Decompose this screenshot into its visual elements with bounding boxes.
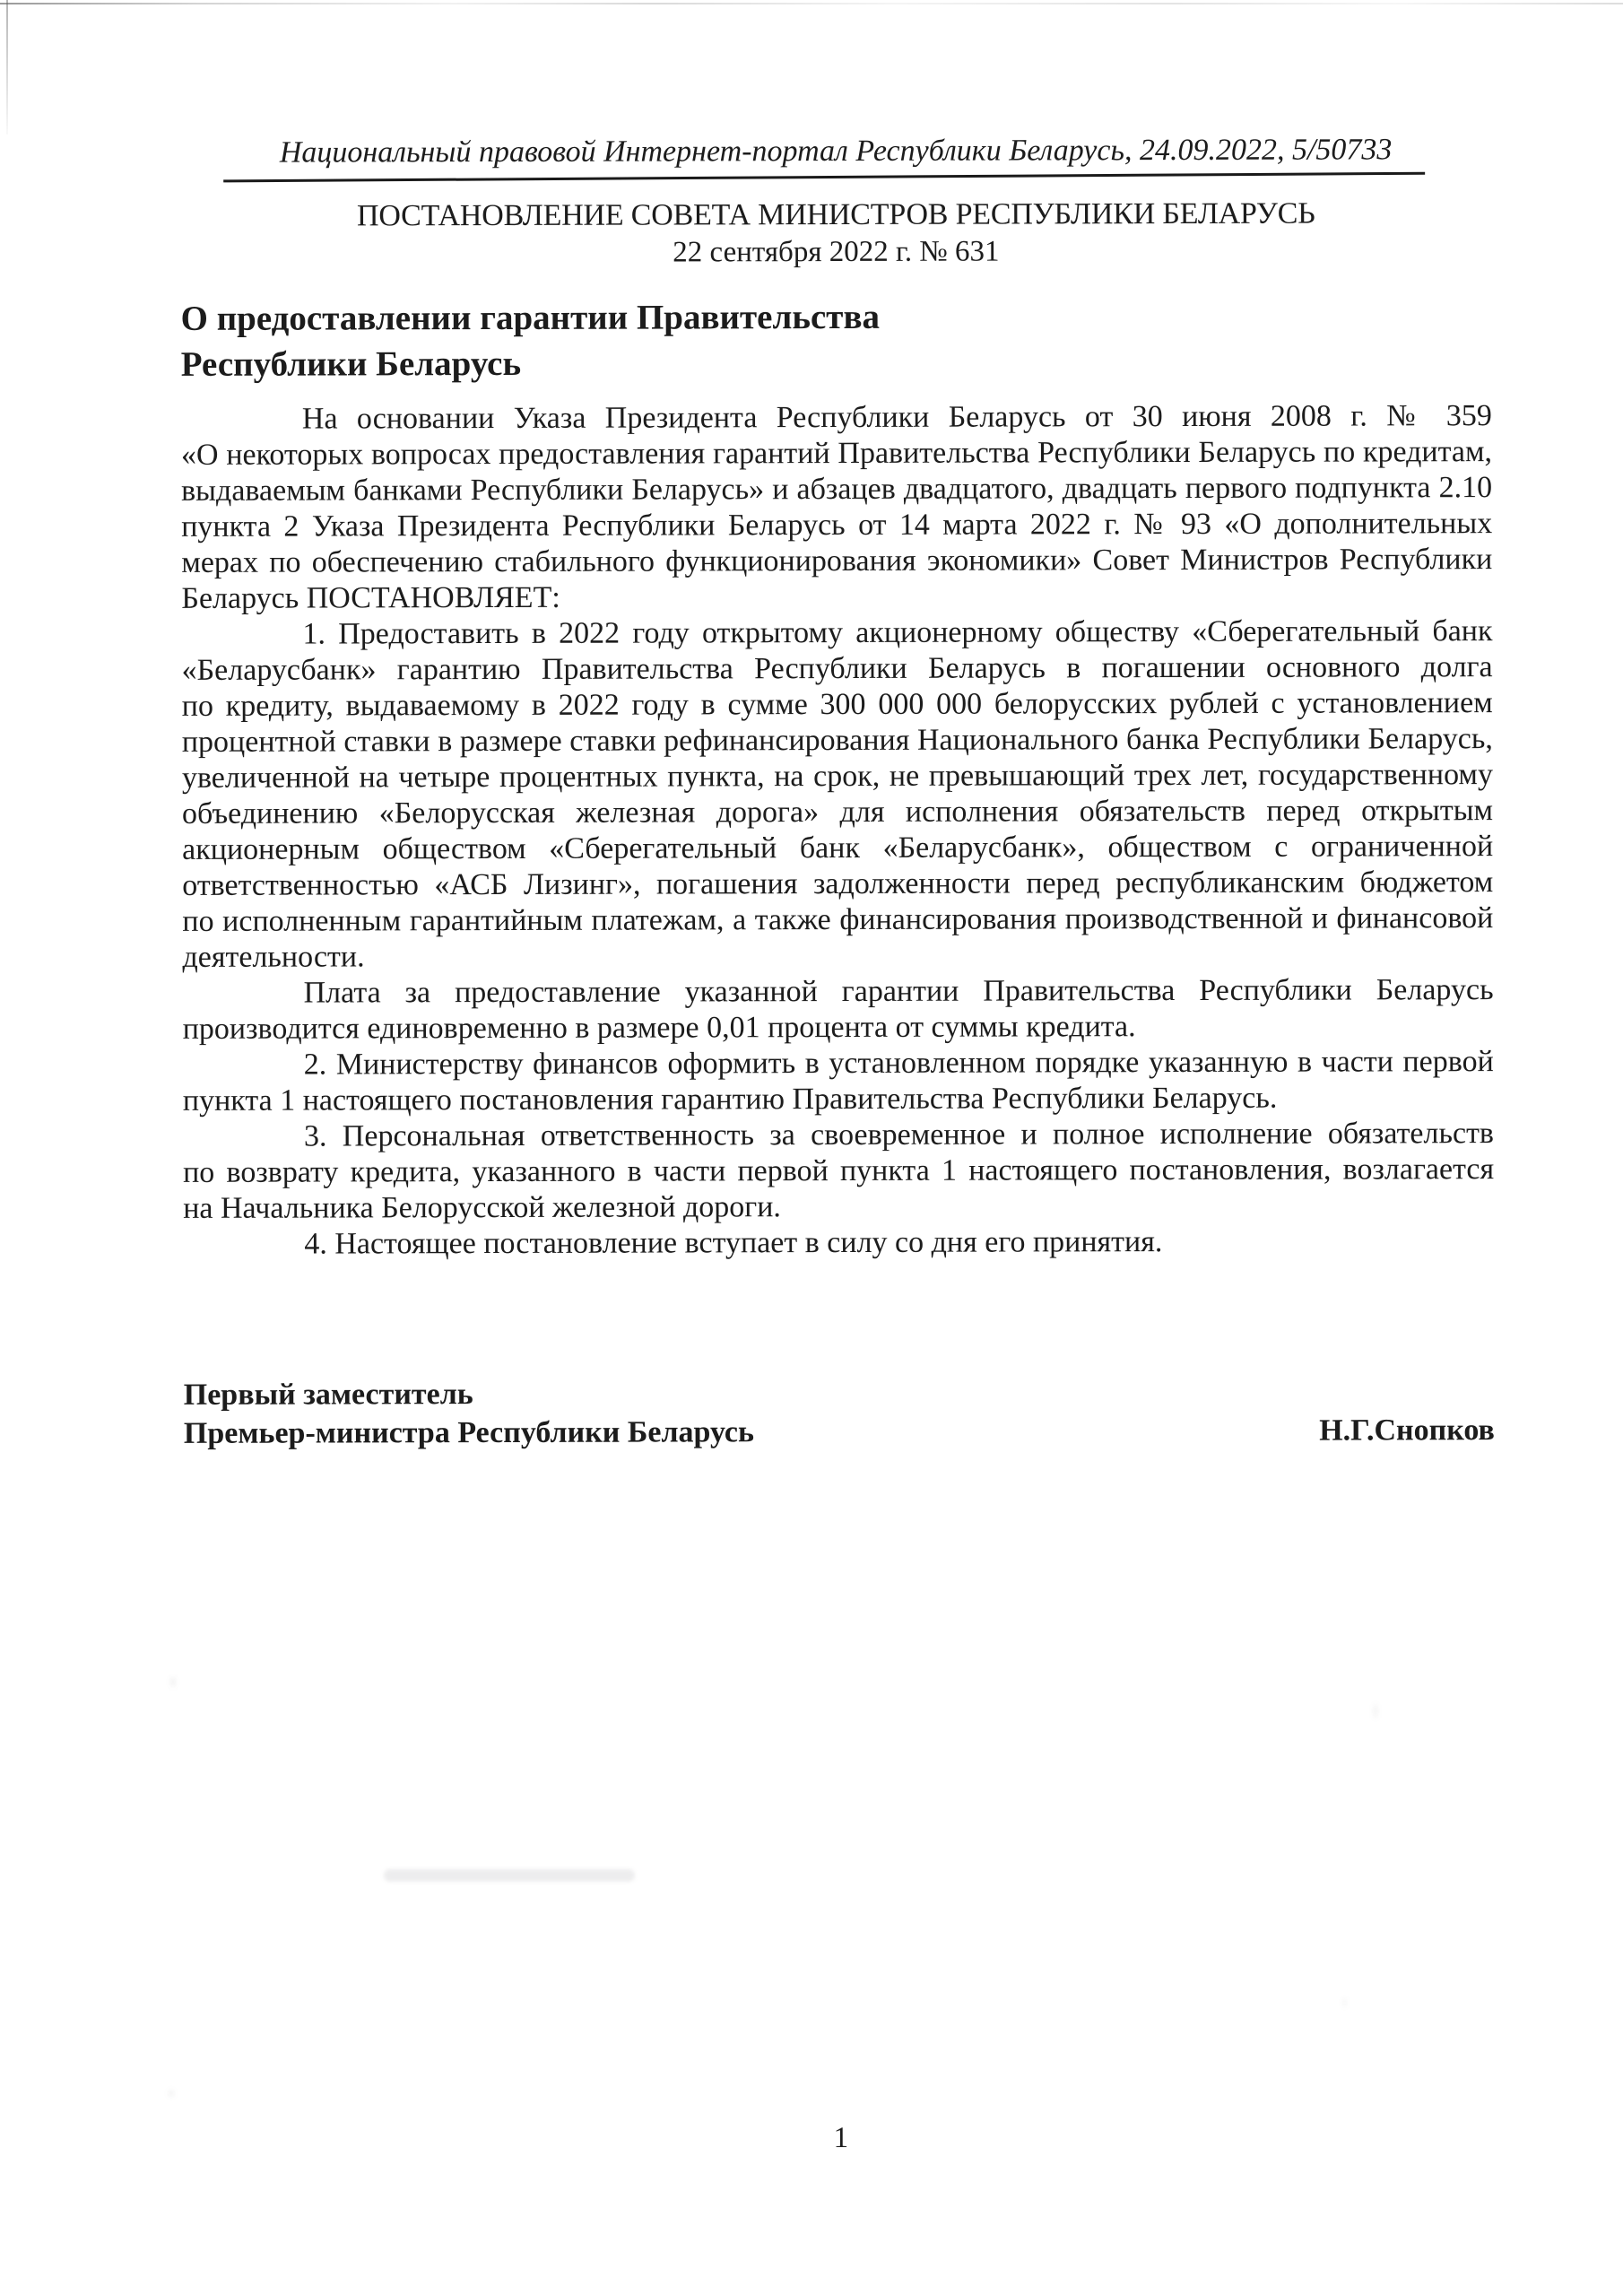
page-number: 1 <box>833 2121 849 2155</box>
doc-title <box>181 292 1492 387</box>
signature-name: Н.Г.Снопков <box>1319 1413 1495 1448</box>
signature-block <box>184 1372 1495 1453</box>
doc-type-heading: ПОСТАНОВЛЕНИЕ СОВЕТА МИНИСТРОВ РЕСПУБЛИКИ БЕЛАРУСЬ <box>356 196 1315 233</box>
scan-artifact-speck <box>170 1677 176 1687</box>
doc-body <box>181 398 1495 1263</box>
scan-artifact-left-edge <box>6 0 8 135</box>
paragraph-item-1-fee: Плата за предоставление указанной гарантии Правительства Республики Беларусь производится единовременно в размере 0,01 процента от суммы кредита. <box>182 973 1494 1046</box>
doc-title-line-1: О предоставлении гарантии Правительства <box>180 297 881 338</box>
signature-position-line-1: Первый заместитель <box>183 1378 473 1412</box>
document-content <box>180 0 1497 2296</box>
paragraph-item-2: 2. Министерству финансов оформить в установленном порядке указанную в части первой пункта 1 настоящего постановления гарантию Правительства Республики Беларусь. <box>182 1045 1494 1118</box>
scan-artifact-speck <box>169 2090 174 2097</box>
masthead-portal-line: Национальный правовой Интернет-портал Республики Беларусь, 24.09.2022, 5/50733 <box>279 133 1393 170</box>
header-rule <box>223 172 1425 183</box>
signature-position-line-2: Премьер-министра Республики Беларусь <box>183 1415 755 1450</box>
paragraph-item-4: 4. Настоящее постановление вступает в силу со дня его принятия. <box>304 1225 1163 1261</box>
paragraph-item-1: 1. Предоставить в 2022 году открытому акционерному обществу «Сберегательный банк «Беларусбанк» гарантию Правительства Республики Беларусь в погашении основного долга по кредиту, выдаваемому в 2022 году в сумме 300 000 000 белорусских рублей с установлением процентной ставки в размере ставки рефинансирования Национального банка Республики Беларусь, увеличенной на четыре процентных пункта, на срок, не превышающий трех лет, государственному объединению «Белорусская железная дорога» для исполнения обязательств перед открытым акционерным обществом «Сберегательный банк «Беларусбанк», обществом с ограниченной ответственностью «АСБ Лизинг», погашения задолженности перед республиканским бюджетом по исполненным гарантийным платежам, а также финансирования производственной и финансовой деятельности. <box>181 614 1494 974</box>
doc-title-line-2: Республики Беларусь <box>180 344 522 384</box>
paragraph-item-3: 3. Персональная ответственность за своевременное и полное исполнение обязательств по возврату кредита, указанного в части первой пункта 1 настоящего постановления, возлагается на Начальника Белорусской железной дороги. <box>183 1117 1495 1225</box>
signature-position <box>184 1374 754 1453</box>
paragraph-preamble: На основании Указа Президента Республики Беларусь от 30 июня 2008 г. № 359 «О некоторых вопросах предоставления гарантий Правительства Республики Беларусь по кредитам, выдаваемым банками Республики Беларусь» и абзацев двадцатого, двадцать первого подпункта 2.10 пункта 2 Указа Президента Республики Беларусь от 14 марта 2022 г. № 93 «О дополнительных мерах по обеспечению стабильного функционирования экономики» Совет Министров Республики Беларусь ПОСТАНОВЛЯЕТ: <box>180 399 1493 615</box>
doc-date-number-line: 22 сентября 2022 г. № 631 <box>673 235 1000 269</box>
